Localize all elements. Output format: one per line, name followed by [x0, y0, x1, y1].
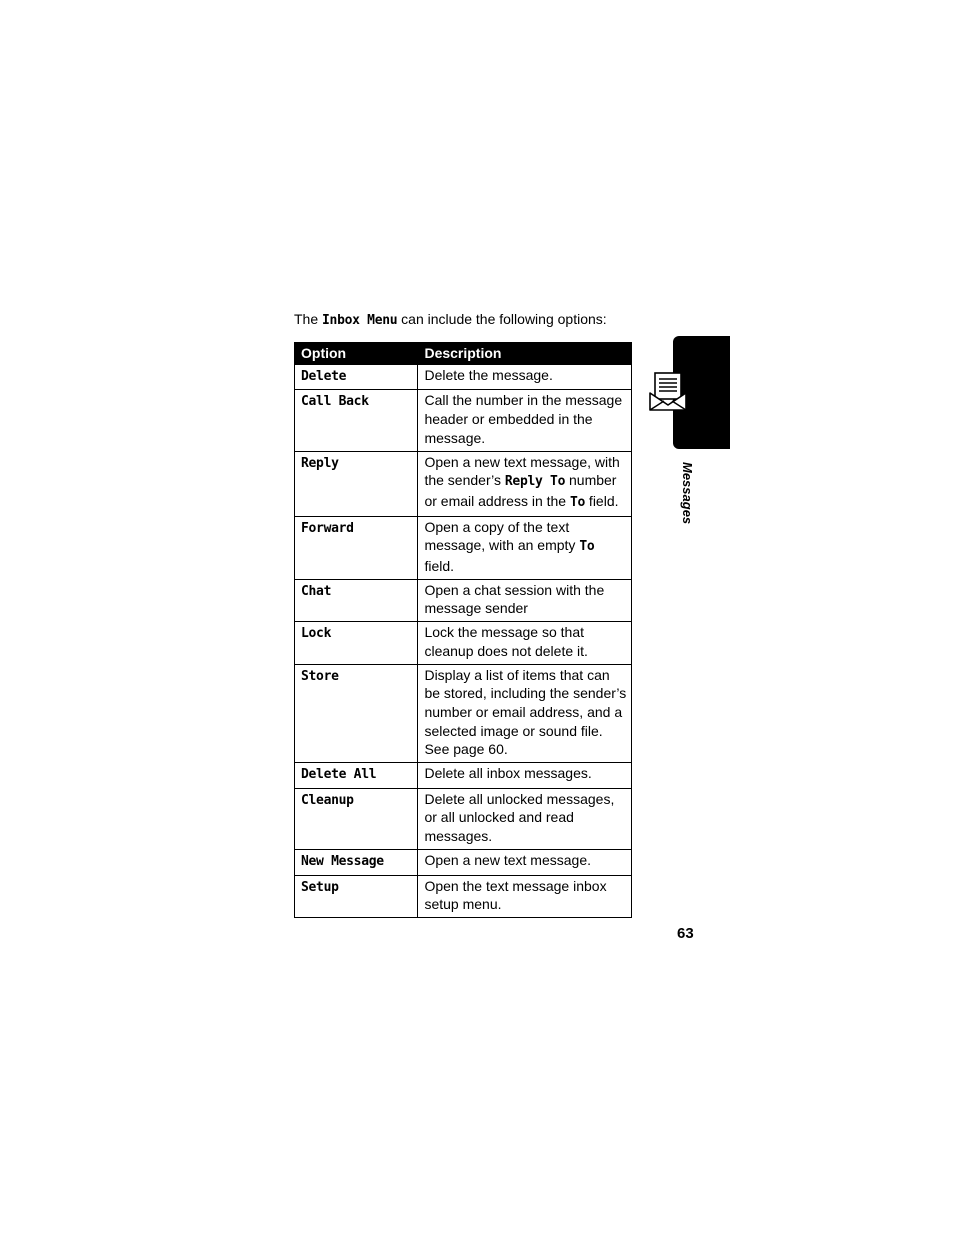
description-cell	[418, 875, 632, 917]
inbox-menu-name: Inbox Menu	[322, 313, 398, 328]
description-cell	[418, 849, 632, 875]
option-cell	[295, 579, 418, 621]
table-row	[295, 763, 632, 789]
table-row	[295, 849, 632, 875]
option-cell	[295, 622, 418, 664]
message-envelope-icon	[648, 371, 690, 413]
description-text: Display a list of items that can be stored, including the sender’s number or email address, and a selected image or sound file. See page 60.	[424, 666, 627, 758]
table-row	[295, 451, 632, 516]
option-cell	[295, 788, 418, 849]
table-row	[295, 516, 632, 579]
table-header-row	[295, 343, 632, 365]
option-name: Delete All	[301, 767, 377, 783]
intro-suffix: can include the following options:	[397, 311, 607, 327]
description-text: Lock the message so that cleanup does not delete it.	[424, 624, 588, 659]
option-cell	[295, 390, 418, 451]
description-column-header: Description	[418, 343, 632, 365]
option-name: New Message	[301, 853, 384, 869]
table-row	[295, 788, 632, 849]
description-text: Delete the message.	[424, 366, 553, 383]
description-text: Open a chat session with the message sender	[424, 581, 605, 617]
option-cell	[295, 364, 418, 390]
option-column-header: Option	[295, 343, 418, 365]
option-name: Delete	[301, 368, 347, 384]
inbox-options-table	[294, 342, 632, 918]
table-row	[295, 364, 632, 390]
description-text: Delete all inbox messages.	[424, 765, 592, 782]
option-name: Reply	[301, 455, 339, 471]
page-number: 63	[677, 925, 694, 942]
field-name: Reply To	[504, 474, 566, 490]
option-cell	[295, 451, 418, 516]
table-row	[295, 390, 632, 451]
table-row	[295, 622, 632, 664]
option-name: Setup	[301, 879, 339, 895]
option-name: Call Back	[301, 394, 369, 410]
description-cell	[418, 788, 632, 849]
description-cell	[418, 763, 632, 789]
option-cell	[295, 849, 418, 875]
description-cell	[418, 451, 632, 516]
description-text: field.	[424, 558, 455, 575]
description-cell	[418, 516, 632, 579]
description-cell	[418, 390, 632, 451]
description-cell	[418, 664, 632, 763]
option-name: Lock	[301, 626, 332, 642]
description-cell	[418, 622, 632, 664]
description-cell	[418, 364, 632, 390]
intro-text	[294, 310, 634, 330]
description-text: Open the text message inbox setup menu.	[424, 877, 607, 913]
field-name: To	[579, 539, 595, 555]
option-cell	[295, 516, 418, 579]
option-cell	[295, 875, 418, 917]
option-name: Cleanup	[301, 792, 354, 808]
table-row	[295, 664, 632, 763]
option-cell	[295, 763, 418, 789]
table-row	[295, 875, 632, 917]
description-text: Call the number in the message header or embedded in the message.	[424, 392, 623, 446]
option-name: Store	[301, 668, 339, 684]
field-name: To	[569, 494, 586, 510]
description-text: Open a new text message, with the sender’s	[424, 453, 620, 489]
description-text: Delete all unlocked messages, or all unlocked and read messages.	[424, 790, 615, 845]
description-text: Open a copy of the text message, with an empty	[424, 518, 580, 554]
table-row	[295, 579, 632, 621]
section-label: Messages	[680, 462, 695, 525]
description-cell	[418, 579, 632, 621]
option-name: Chat	[301, 583, 332, 599]
table-body	[295, 364, 632, 917]
description-text: number or email address in the	[424, 472, 617, 509]
description-text: field.	[585, 492, 619, 509]
option-cell	[295, 664, 418, 763]
description-text: Open a new text message.	[424, 851, 591, 868]
intro-prefix: The	[294, 311, 323, 327]
option-name: Forward	[301, 520, 354, 536]
